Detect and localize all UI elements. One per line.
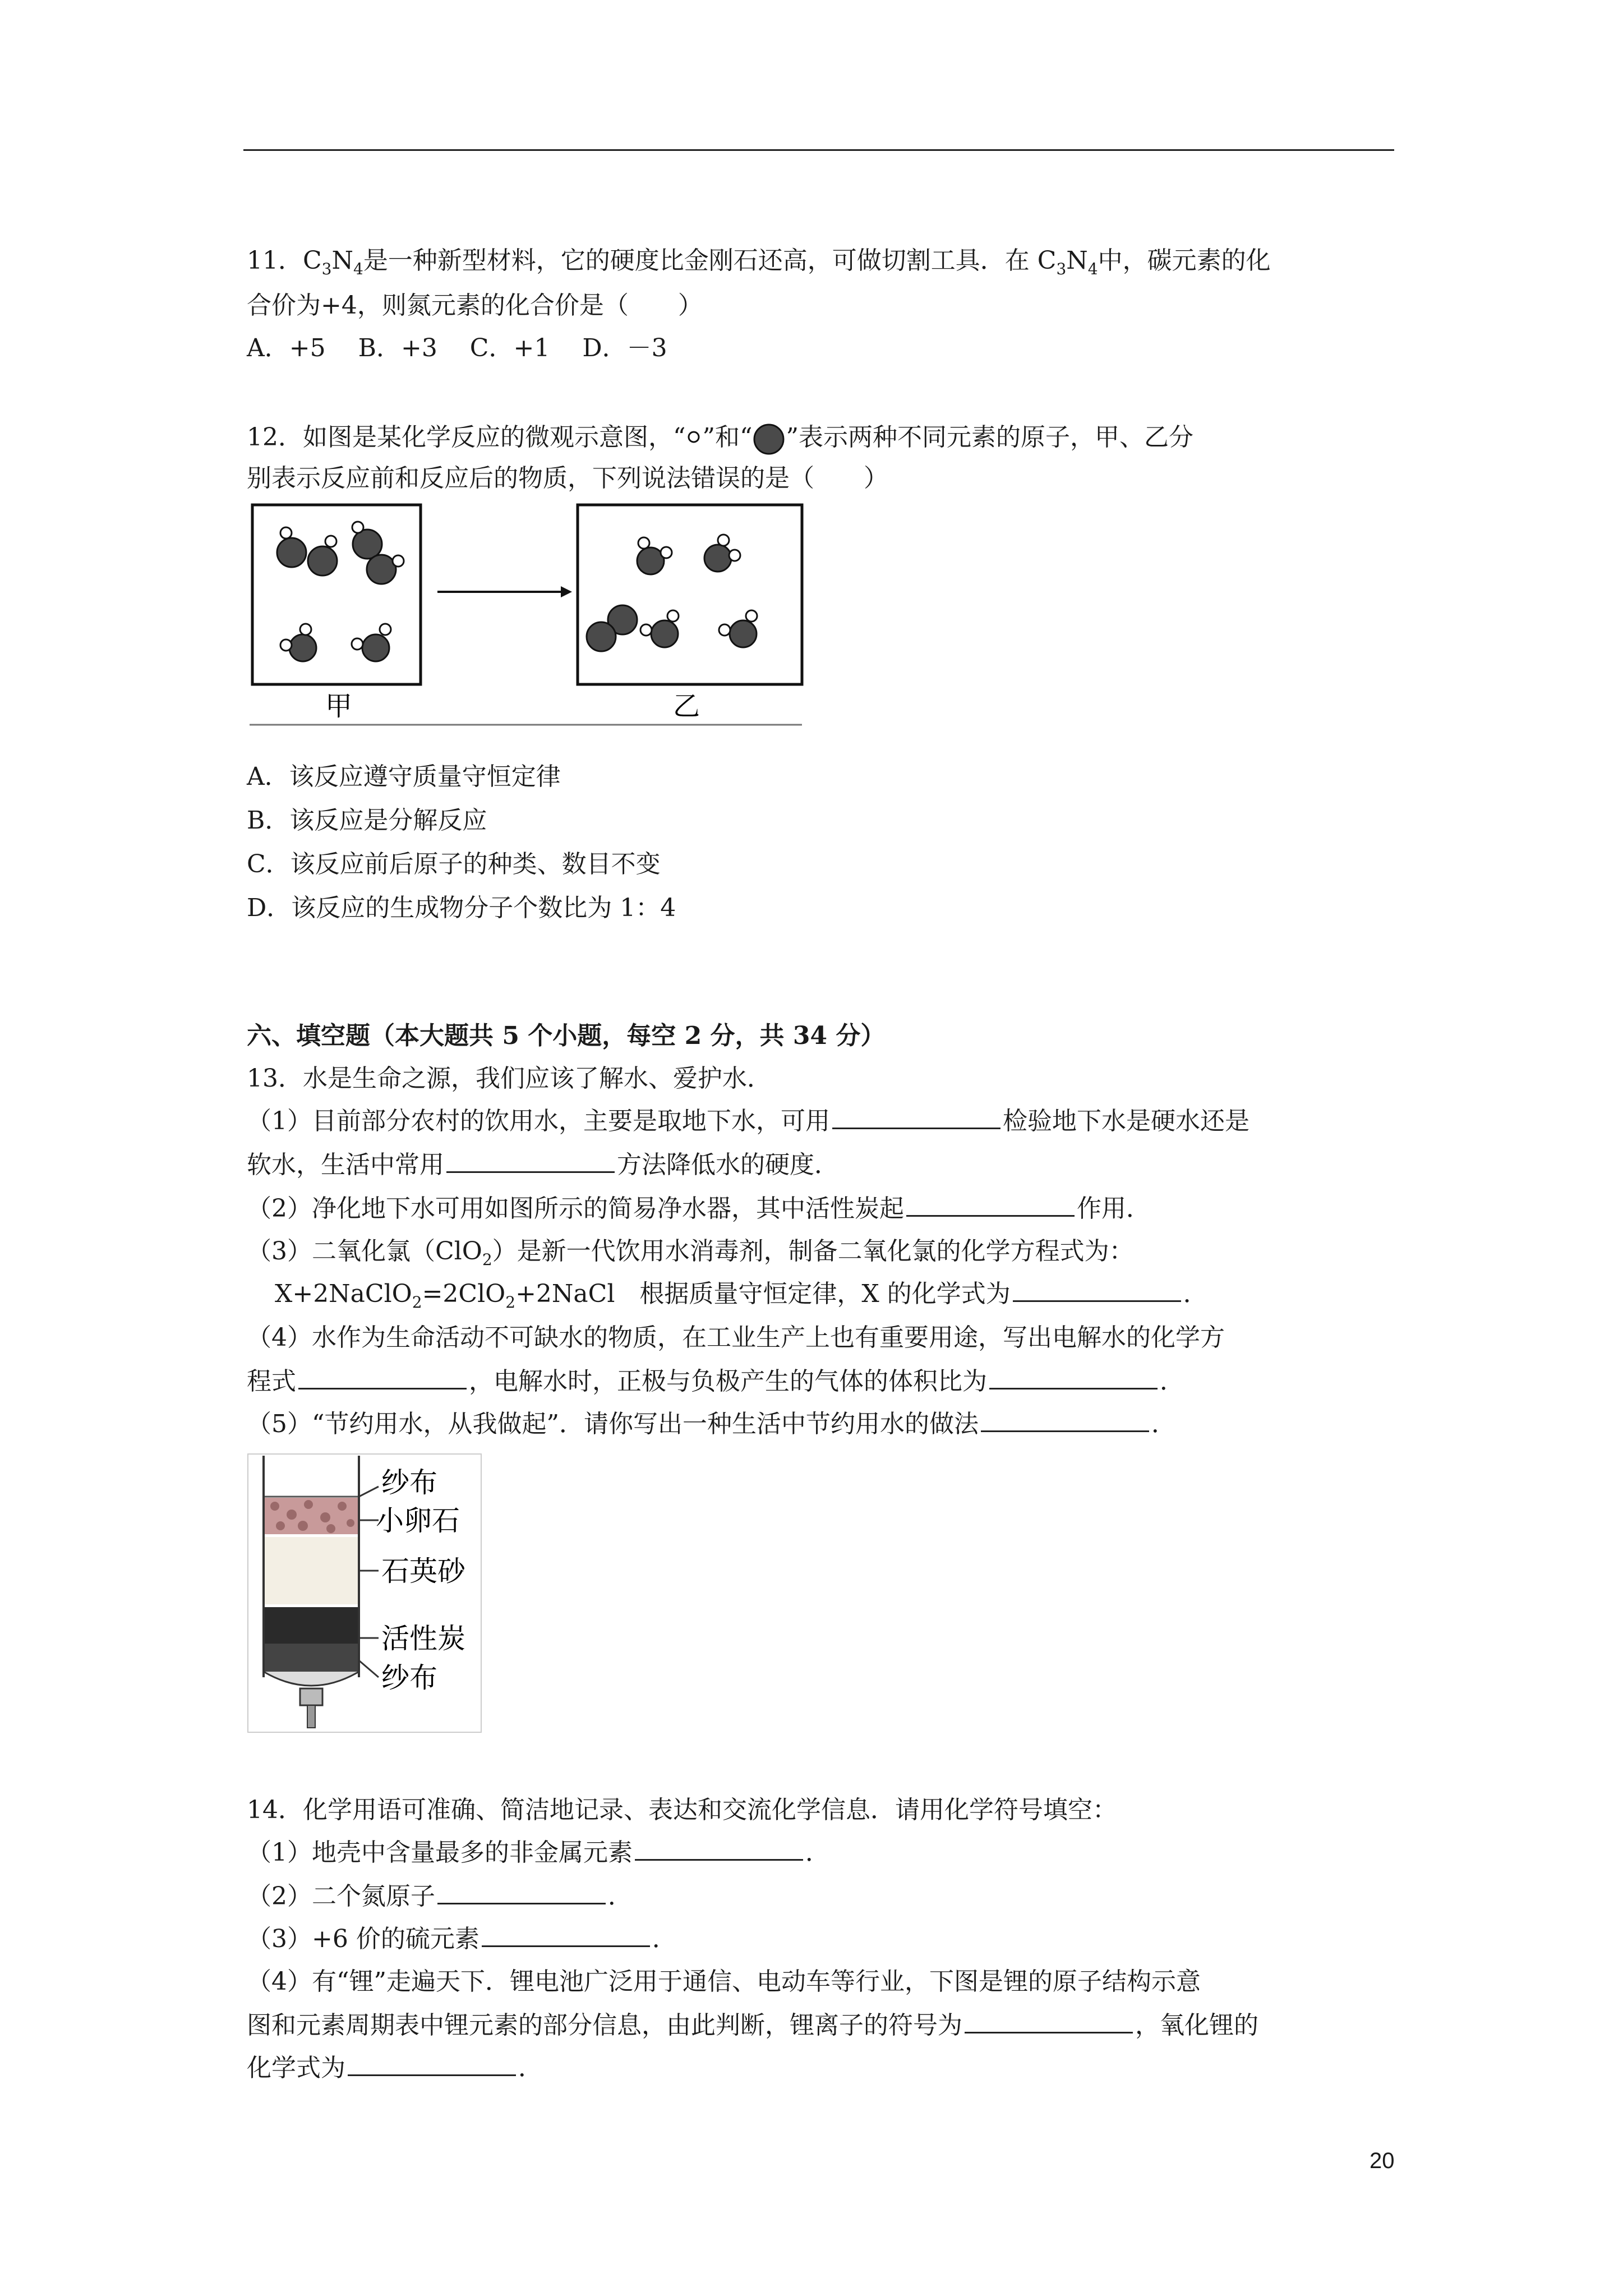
molecule-before-3 [280,624,316,661]
q14-text: ． [805,1838,830,1867]
q12-line1 [247,418,1193,457]
q11-line1 [247,241,1271,289]
answer-blank[interactable] [906,1190,1075,1217]
q11-n: N [1066,246,1088,275]
q13-text: +2NaCl 根据质量守恒定律，X 的化学式为 [515,1280,1011,1308]
q14-part4-line1: （4）有“锂”走遍天下．锂电池广泛用于通信、电动车等行业，下图是锂的原子结构示意 [247,1967,1201,1996]
reaction-diagram [247,499,808,729]
q13-text: 软水，生活中常用 [247,1151,444,1179]
q14-part4-line2 [247,2006,1258,2045]
answer-blank[interactable] [832,1103,1000,1129]
q11-options: A．+5 B．+3 C．+1 D．－3 [247,334,667,362]
filter-label-pebble: 小卵石 [376,1504,460,1537]
molecule-after-3 [640,610,679,647]
q14-intro: 14．化学用语可准确、简洁地记录、表达和交流化学信息．请用化学符号填空： [247,1796,1117,1824]
q13-text: ）是新一代饮用水消毒剂，制备二氧化氯的化学方程式为： [492,1237,1134,1266]
q14-text: （1）地壳中含量最多的非金属元素 [247,1838,633,1867]
q14-text: （2）二个氮原子 [247,1882,435,1911]
before-box [252,505,421,684]
answer-blank[interactable] [635,1834,803,1861]
answer-blank[interactable] [1013,1276,1181,1302]
q12-option-c: C．该反应前后原子的种类、数目不变 [247,850,661,878]
large-atom-icon [752,422,786,456]
q13-text: ． [1183,1280,1208,1308]
filter-label-sand: 石英砂 [381,1555,465,1588]
molecule-after-2 [704,535,740,572]
q13-part1-line2 [247,1145,839,1185]
q13-text: 作用． [1077,1194,1151,1223]
q13-text: ，电解水时，正极与负极产生的气体的体积比为 [469,1367,987,1396]
sub: 3 [1056,259,1067,278]
q14-part2 [247,1877,633,1916]
q11-text: 是一种新型材料，它的硬度比金刚石还高，可做切割工具．在 C [363,246,1057,275]
q13-text: ． [1151,1410,1176,1438]
q13-text: （3）二氧化氯（ClO [247,1237,482,1266]
label-before: 甲 [325,691,353,722]
q14-text: ，氧化锂的 [1135,2011,1258,2040]
q13-part4-line2 [247,1362,1184,1401]
q14-text: ． [608,1882,633,1911]
q13-text: （5）“节约用水，从我做起”．请你写出一种生活中节约用水的做法 [247,1410,979,1438]
sub: 2 [412,1292,422,1312]
q14-text: 化学式为 [247,2054,345,2082]
q11-line2: 合价为+4，则氮元素的化合价是（ ） [247,291,703,320]
arrow-head [561,586,572,597]
q13-text: （2）净化地下水可用如图所示的简易净水器，其中活性炭起 [247,1194,904,1223]
q11-n: N [331,246,353,275]
answer-blank[interactable] [965,2007,1133,2033]
q13-text: ． [1160,1367,1184,1396]
q14-text: （3）+6 价的硫元素 [247,1925,479,1953]
filter-label-charcoal: 活性炭 [381,1622,465,1655]
q13-text: X+2NaClO [275,1280,412,1308]
molecule-before-4 [352,624,391,661]
q13-part3 [247,1232,1134,1280]
molecule-after-1 [637,537,672,574]
sub: 4 [1087,259,1098,278]
answer-blank[interactable] [981,1406,1149,1432]
q14-text: 图和元素周期表中锂元素的部分信息，由此判断，锂离子的符号为 [247,2011,962,2040]
q12-text: ”和“ [702,423,753,452]
page-number: 20 [1370,2148,1395,2173]
q14-text: ． [518,2054,543,2082]
q12-option-d: D．该反应的生成物分子个数比为 1：4 [247,894,676,922]
q14-text: ． [652,1925,677,1953]
answer-blank[interactable] [298,1363,467,1389]
q11-text: 11．C [247,246,322,275]
answer-blank[interactable] [446,1147,615,1173]
q13-part1-line1 [247,1102,1249,1141]
q12-line2: 别表示反应前和反应后的物质，下列说法错误的是（ ） [247,464,888,493]
sub: 4 [353,259,363,278]
q12-option-a: A．该反应遵守质量守恒定律 [247,762,561,791]
molecule-after-4 [719,610,757,647]
q13-part4-line1: （4）水作为生命活动不可缺水的物质，在工业生产上也有重要用途，写出电解水的化学方 [247,1323,1225,1352]
q13-part3-equation [275,1274,1208,1322]
molecule-before-1 [277,527,337,576]
answer-blank[interactable] [437,1878,606,1904]
q14-part3 [247,1920,677,1959]
q14-part1 [247,1833,830,1872]
sub: 3 [321,259,332,278]
sub: 2 [505,1292,516,1312]
q13-part2 [247,1189,1151,1228]
q13-intro: 13．水是生命之源，我们应该了解水、爱护水． [247,1064,772,1093]
q13-text: 程式 [247,1367,296,1396]
sub: 2 [482,1250,492,1269]
q13-text: （1）目前部分农村的饮用水，主要是取地下水，可用 [247,1107,830,1135]
answer-blank[interactable] [989,1363,1158,1389]
q12-option-b: B．该反应是分解反应 [247,806,487,835]
header-rule [243,149,1394,151]
q11-text: 中，碳元素的化 [1098,246,1271,275]
q14-part4-line3 [247,2049,543,2088]
q13-text: 检验地下水是硬水还是 [1003,1107,1249,1135]
label-after: 乙 [673,691,700,722]
answer-blank[interactable] [348,2050,516,2076]
small-atom-icon [685,427,702,452]
q12-text: 12．如图是某化学反应的微观示意图，“ [247,423,686,452]
answer-blank[interactable] [482,1921,650,1947]
section-title: 六、填空题（本大题共 5 个小题，每空 2 分，共 34 分） [247,1022,886,1050]
molecule-before-2 [352,522,404,584]
q12-text: ”表示两种不同元素的原子，甲、乙分 [786,423,1193,452]
sand-layer [265,1537,358,1604]
after-box [578,505,802,684]
q13-text: 方法降低水的硬度． [617,1151,839,1179]
filter-label-cloth-bottom: 纱布 [381,1662,437,1694]
molecule-after-o2 [587,605,637,651]
q13-text: =2ClO [422,1280,506,1308]
water-filter-diagram [247,1453,482,1733]
filter-label-cloth-top: 纱布 [381,1466,437,1499]
q13-part5 [247,1405,1176,1444]
